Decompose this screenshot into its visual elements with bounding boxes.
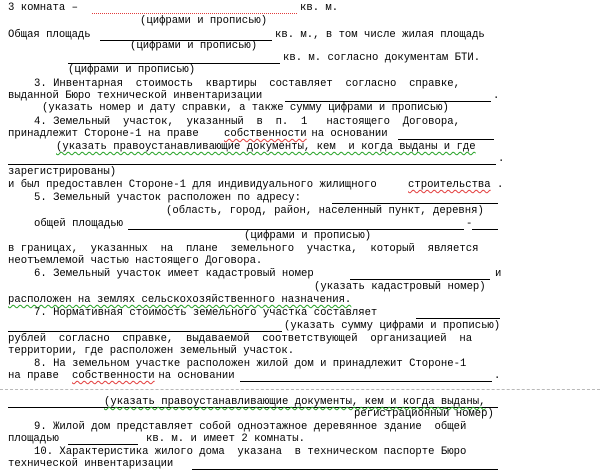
and-word: и <box>495 268 502 280</box>
ownership-word: собственности <box>72 370 155 382</box>
clause-9-line-2b: кв. м. и имеет 2 комнаты. <box>146 433 305 445</box>
plot-area-label: общей площадью <box>34 218 124 230</box>
cadastral-number-blank <box>350 279 490 280</box>
clause-7-line-3: рублей согласно справке, выдаваемой соответствующей организацией на <box>8 333 473 345</box>
clause-5-line-5: неотъемлемой частью настоящего Договора. <box>8 255 263 267</box>
clause-5-line-4: в границах, указанных на плане земельного участка, который является <box>8 243 479 255</box>
clause-3-line-2: выданной Бюро технической инвентаризации <box>8 90 263 102</box>
hint-digits-words: (цифрами и прописью) <box>130 40 258 52</box>
normative-cost-blank <box>416 318 500 319</box>
normative-cost-blank-2 <box>8 331 282 332</box>
house-area-blank <box>68 444 138 445</box>
period: . <box>498 153 505 165</box>
clause-7-line-1: 7. Нормативная стоимость земельного участка составляет <box>34 307 378 319</box>
hint-address: (область, город, район, населенный пункт, деревня) <box>166 205 484 217</box>
characteristics-blank <box>192 469 498 470</box>
clause-3-line-1: 3. Инвентарная стоимость квартиры составляет согласно справке, <box>34 78 460 90</box>
hint-digits-words: (цифрами и прописью) <box>244 230 372 242</box>
hint-registered: зарегистрированы) <box>8 166 117 178</box>
house-area-label: площадью <box>8 433 59 445</box>
clause-7-line-4: территории, где расположен земельный участок. <box>8 345 295 357</box>
clause-6-line-1: 6. Земельный участок имеет кадастровый номер <box>34 268 314 280</box>
clause-10-line-1: 10. Характеристика жилого дома указана в техническом паспорте Бюро <box>34 446 467 458</box>
hint-house-documents: (указать правоустанавливающие документы, кем и когда выданы, <box>104 396 486 408</box>
hint-digits-words: (цифрами и прописью) <box>68 64 196 76</box>
room-3-unit: кв. м. <box>300 2 339 14</box>
hint-cadastral: (указать кадастровый номер) <box>314 281 486 293</box>
total-area-label: Общая площадь <box>8 29 91 41</box>
clause-4-line-2b: на основании <box>305 128 388 140</box>
clause-8-line-2a: на праве <box>8 370 66 382</box>
hint-sum: (указать сумму цифрами и прописью) <box>284 320 501 332</box>
period: . <box>493 90 500 102</box>
hint-digits-words: (цифрами и прописью) <box>140 15 268 27</box>
room-3-area-blank <box>92 13 297 14</box>
clause-5-line-1: 5. Земельный участок расположен по адресу: <box>34 192 302 204</box>
address-blank <box>332 203 498 204</box>
clause-4-line-2a: принадлежит Стороне-1 на праве <box>8 128 206 140</box>
basis-blank <box>398 139 494 140</box>
room-3-label: 3 комната – <box>8 2 78 14</box>
clause-4-line-5: и был предоставлен Стороне-1 для индивидуального жилищного <box>8 179 384 191</box>
clause-8-line-2b: на основании <box>152 370 235 382</box>
clause-6-line-3: расположен на землях сельскохозяйственного назначения. <box>8 294 352 306</box>
dash: - <box>466 218 473 230</box>
page-break <box>0 389 600 390</box>
clause-4-line-1: 4. Земельный участок, указанный в п. 1 настоящего Договора, <box>34 116 460 128</box>
hint-certificate: (указать номер и дату справки, а также сумму цифрами и прописью) <box>42 102 449 114</box>
clause-8-line-1: 8. На земельном участке расположен жилой дом и принадлежит Стороне-1 <box>34 358 467 370</box>
total-area-unit: кв. м., в том числе жилая площадь <box>275 29 485 41</box>
hint-registration-number: регистрационный номер) <box>354 408 494 420</box>
ownership-word: собственности <box>224 128 307 140</box>
clause-10-line-2: технической инвентаризации <box>8 458 174 470</box>
construction-word: строительства <box>408 179 491 191</box>
period: . <box>497 179 504 191</box>
plot-area-blank-end <box>472 229 498 230</box>
living-area-unit: кв. м. согласно документам БТИ. <box>283 52 481 64</box>
hint-title-documents: (указать правоустанавливающие документы, кем и когда выданы и где <box>56 141 476 153</box>
clause-9-line-1: 9. Жилой дом представляет собой одноэтажное деревянное здание общей <box>34 421 467 433</box>
period: . <box>494 370 501 382</box>
title-documents-blank <box>8 164 496 165</box>
house-basis-blank <box>240 381 492 382</box>
